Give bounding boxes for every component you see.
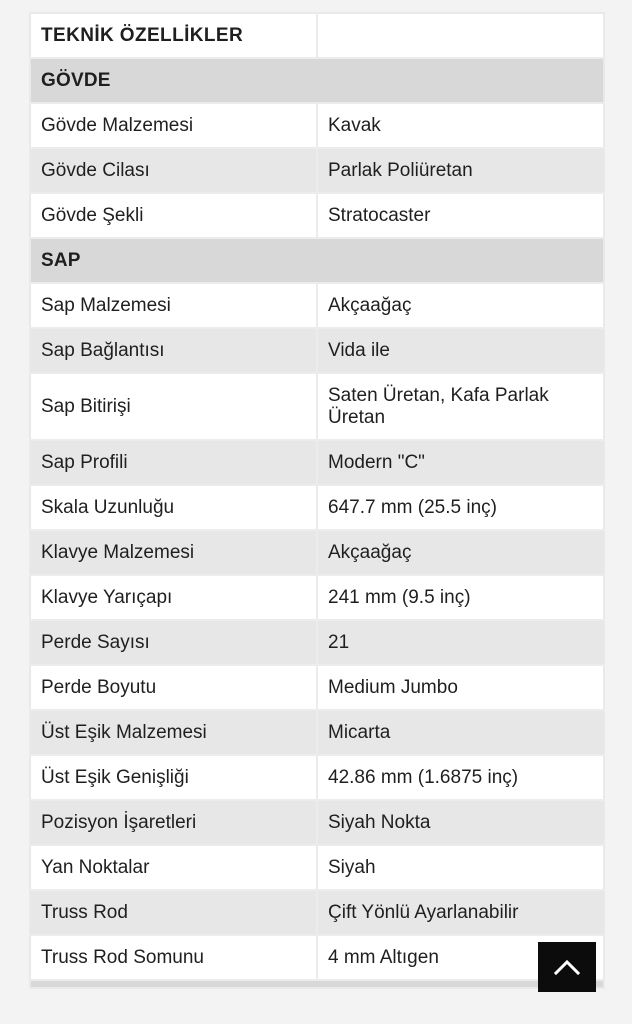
spec-value: 241 mm (9.5 inç) [317, 575, 604, 620]
spec-value: 42.86 mm (1.6875 inç) [317, 755, 604, 800]
spec-value: 647.7 mm (25.5 inç) [317, 485, 604, 530]
section-title: GÖVDE [30, 58, 604, 103]
spec-key: Sap Profili [30, 440, 317, 485]
table-next-row-edge [30, 980, 604, 988]
spec-row [30, 620, 604, 665]
spec-row [30, 935, 604, 980]
spec-row [30, 485, 604, 530]
spec-value: Stratocaster [317, 193, 604, 238]
spec-value: Siyah Nokta [317, 800, 604, 845]
spec-key: Sap Bitirişi [30, 373, 317, 440]
spec-key: Truss Rod Somunu [30, 935, 317, 980]
spec-key: Gövde Şekli [30, 193, 317, 238]
spec-value: Modern "C" [317, 440, 604, 485]
spec-key: Skala Uzunluğu [30, 485, 317, 530]
spec-key: Sap Bağlantısı [30, 328, 317, 373]
spec-value: Akçaağaç [317, 530, 604, 575]
spec-value: 21 [317, 620, 604, 665]
spec-value: Micarta [317, 710, 604, 755]
spec-key: Truss Rod [30, 890, 317, 935]
spec-value: Saten Üretan, Kafa Parlak Üretan [317, 373, 604, 440]
spec-row [30, 283, 604, 328]
table-header-row [30, 13, 604, 58]
spec-key: Üst Eşik Malzemesi [30, 710, 317, 755]
spec-value: Vida ile [317, 328, 604, 373]
table-title: TEKNİK ÖZELLİKLER [30, 13, 317, 58]
spec-row [30, 800, 604, 845]
spec-key: Klavye Malzemesi [30, 530, 317, 575]
spec-row [30, 440, 604, 485]
section-header-body [30, 58, 604, 103]
spec-key: Üst Eşik Genişliği [30, 755, 317, 800]
table-header-value [317, 13, 604, 58]
spec-row [30, 530, 604, 575]
spec-key: Gövde Malzemesi [30, 103, 317, 148]
spec-key: Klavye Yarıçapı [30, 575, 317, 620]
spec-row [30, 193, 604, 238]
spec-row [30, 103, 604, 148]
spec-row [30, 373, 604, 440]
spec-row [30, 845, 604, 890]
spec-value: Medium Jumbo [317, 665, 604, 710]
spec-row [30, 665, 604, 710]
spec-value: Siyah [317, 845, 604, 890]
spec-key: Gövde Cilası [30, 148, 317, 193]
spec-value: Çift Yönlü Ayarlanabilir [317, 890, 604, 935]
spec-value: 4 mm Altıgen [317, 935, 604, 980]
spec-row [30, 575, 604, 620]
spec-row [30, 890, 604, 935]
section-header-neck [30, 238, 604, 283]
spec-row [30, 328, 604, 373]
spec-key: Yan Noktalar [30, 845, 317, 890]
spec-row [30, 148, 604, 193]
section-title: SAP [30, 238, 604, 283]
spec-key: Pozisyon İşaretleri [30, 800, 317, 845]
scroll-to-top-button[interactable] [538, 942, 596, 992]
spec-value: Parlak Poliüretan [317, 148, 604, 193]
spec-key: Sap Malzemesi [30, 283, 317, 328]
spec-table [29, 12, 605, 989]
spec-key: Perde Boyutu [30, 665, 317, 710]
spec-value: Kavak [317, 103, 604, 148]
spec-value: Akçaağaç [317, 283, 604, 328]
spec-row [30, 710, 604, 755]
spec-row [30, 755, 604, 800]
spec-key: Perde Sayısı [30, 620, 317, 665]
chevron-up-icon [554, 959, 580, 975]
